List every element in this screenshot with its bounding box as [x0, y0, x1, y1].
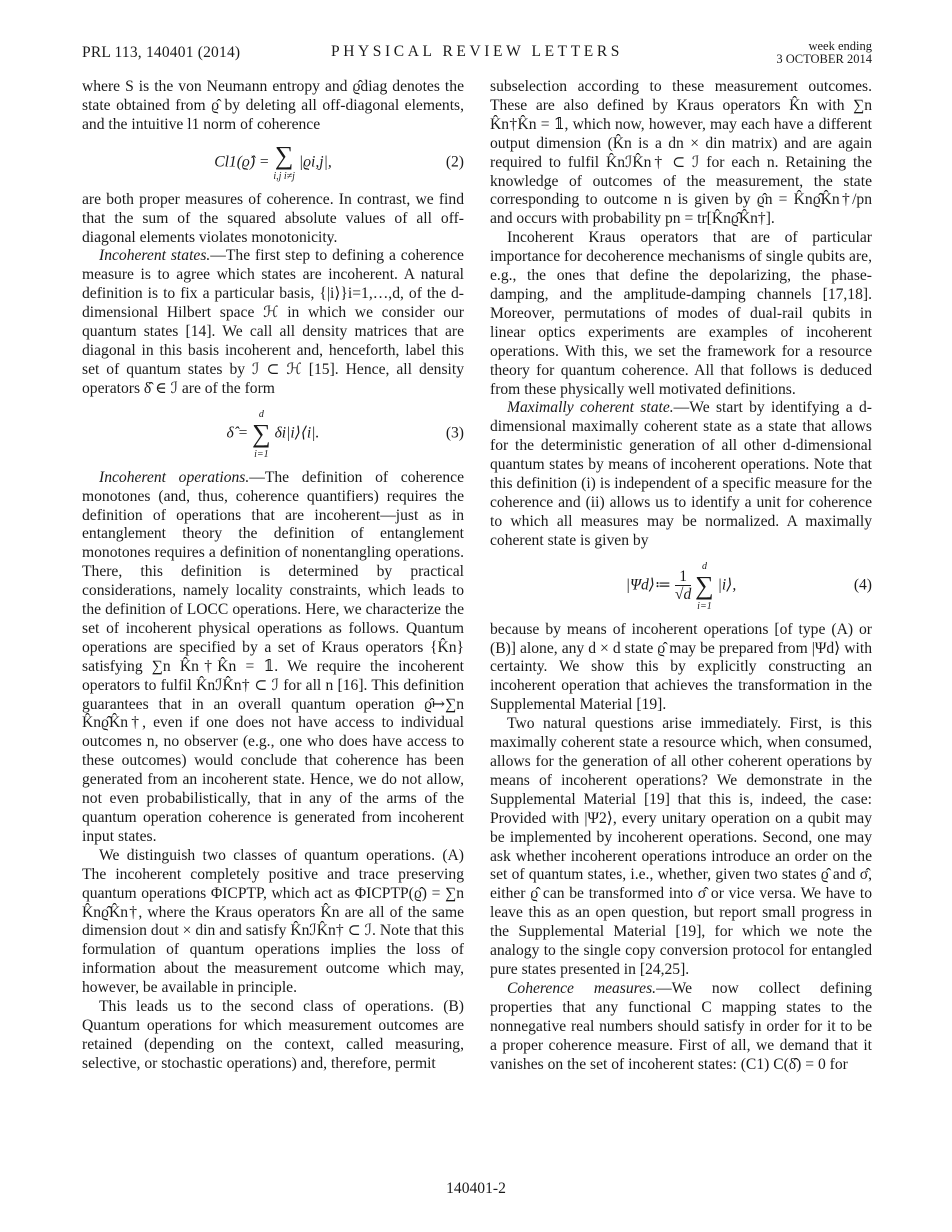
- section-title-maximally-coherent: Maximally coherent state.: [507, 399, 674, 417]
- eq4-superscript: d: [701, 560, 707, 572]
- equation-2: [82, 140, 464, 183]
- incoherent-states-body: —The first step to defining a coherence measure is to agree which states are incoherent. A natural definition is to fix a particular basis, {|i⟩}i=1,…,d, of the d-dimensional Hilbert space ℋ in which we consider our quantum states [14]. We call all density matrices that are diagonal in this basis incoherent and, henceforth, label this set of quantum states by ℐ ⊂ ℋ [15]. Hence, all density operators δ̂ ∈ ℐ are of the form: [82, 247, 464, 397]
- paragraph-entropy: where S is the von Neumann entropy and ϱ̂diag denotes the state obtained from ϱ̂ by deleting all off-diagonal elements, and the intuitive l1 norm of coherence: [82, 78, 464, 133]
- eq4-lhs: |Ψd⟩≔: [625, 576, 671, 594]
- eq4-number: (4): [853, 576, 872, 594]
- paragraph-incoherent-operations: [82, 469, 464, 847]
- page-header: [82, 40, 872, 64]
- paragraph-incoherent-states: [82, 247, 464, 398]
- page-number: 140401-2: [446, 1180, 506, 1197]
- left-column: [82, 78, 464, 1074]
- eq3-sum: d ∑ i=1: [252, 408, 271, 460]
- journal-reference: PRL 113, 140401 (2014): [82, 44, 241, 61]
- eq4-fraction: [675, 568, 691, 603]
- eq4-subscript: i=1: [697, 600, 712, 612]
- right-column: [490, 78, 872, 1074]
- eq3-lhs: δ̂ =: [226, 424, 249, 442]
- paragraph-kraus-operators: Incoherent Kraus operators that are of particular importance for decoherence mechanisms of single qubits are, e.g., the ones that define the depolarizing, the phase-damping, and the amplitude-damping channels [17,18]. Moreover, permutations of modes of dual-rail qubits in linear optics experiments are examples of incoherent operations. With this, we set the framework for a resource theory for quantum coherence. All that follows is deduced from these physically well motivated definitions.: [490, 229, 872, 398]
- eq3-rhs: δi|i⟩⟨i|.: [274, 424, 320, 442]
- coherence-measures-body: —We now collect defining properties that any functional C mapping states to the nonnegative real numbers should satisfy in order for it to be a proper coherence measure. First of all, we demand that it vanishes on the set of incoherent states: (C1) C(δ̂) = 0 for: [490, 979, 873, 1073]
- maximally-coherent-body: —We start by identifying a d-dimensional maximally coherent state as a state that allows for the deterministic generation of all other d-dimensional quantum states by means of incoherent operations. Note that this definition (i) is independent of a specific measure for the coherence and (ii) allows us to identify a unit for coherence to which all measures may be normalized. A maximally coherent state is given by: [490, 399, 872, 549]
- eq3-superscript: d: [258, 408, 264, 420]
- paragraph-maximally-coherent: [490, 399, 872, 550]
- paragraph-two-classes: We distinguish two classes of quantum operations. (A) The incoherent completely positive and trace preserving quantum operations ΦICPTP, which act as ΦICPTP(ϱ̂) = ∑n K̂nϱ̂K̂n†, where the Kraus operators K̂n are all of the same dimension dout × din and satisfy K̂nℐK̂n† ⊂ ℐ. Note that this formulation of quantum operations implies the loss of information about the measurement outcome which may, however, be available in principle.: [82, 846, 464, 997]
- paragraph-natural-questions: Two natural questions arise immediately. First, is this maximally coherent state a resource which, when consumed, allows for the generation of all other coherent operations by means of incoherent operations? We demonstrate in the Supplemental Material [19] that this is, indeed, the case: Provided with |Ψ2⟩, every unitary operation on a qubit may be implemented by incoherent operations. Second, one may ask whether incoherent operations introduce an order on the set of quantum states, i.e., whether, given two states ϱ̂ and σ̂, either ϱ̂ can be transformed into σ̂ or vice versa. We have to leave this as an open question, but report small progress in the Supplemental Material [19], for which we note the analogy to the single copy conversion protocol for entangled pure states presented in [24,25].: [490, 715, 872, 978]
- journal-name: PHYSICAL REVIEW LETTERS: [330, 43, 624, 60]
- eq4-denominator: √d: [674, 586, 692, 604]
- paragraph-monotonicity: are both proper measures of coherence. In contrast, we find that the sum of the squared absolute values of all off-diagonal elements violates monotonicity.: [82, 190, 464, 246]
- paragraph-second-class: This leads us to the second class of operations. (B) Quantum operations for which measurement outcomes are retained (depending on the context, called measuring, selective, or stochastic operations) and, therefore, permit: [82, 998, 464, 1072]
- eq3-number: (3): [445, 424, 464, 442]
- section-title-incoherent-operations: Incoherent operations.: [99, 468, 250, 486]
- eq2-lhs: Cl1(ϱ̂) =: [214, 153, 270, 171]
- paragraph-coherence-measures: [490, 980, 872, 1075]
- equation-4: [490, 559, 872, 613]
- eq4-numerator: 1: [675, 568, 691, 586]
- eq3-subscript: i=1: [254, 448, 269, 460]
- eq2-subscript: i,j i≠j: [273, 170, 295, 182]
- eq4-rhs: |i⟩,: [717, 576, 737, 594]
- eq2-sum: ∑ i,j i≠j: [273, 140, 295, 182]
- paragraph-preparation: because by means of incoherent operations [of type (A) or (B)] alone, any d × d state ϱ̂ may be prepared from |Ψd⟩ with certainty. We show this by explicitly constructing an incoherent operation that achieves the transformation in the Supplemental Material [19].: [490, 620, 872, 714]
- week-ending-date: 3 OCTOBER 2014: [776, 52, 872, 66]
- equation-3: [82, 407, 464, 461]
- eq2-number: (2): [445, 153, 464, 171]
- section-title-incoherent-states: Incoherent states.: [99, 247, 211, 265]
- week-ending: [776, 40, 872, 66]
- eq4-sum: d ∑ i=1: [695, 560, 714, 612]
- section-title-coherence-measures: Coherence measures.: [507, 979, 657, 997]
- week-ending-label: week ending: [808, 39, 872, 53]
- eq2-rhs: |ϱi,j|,: [298, 153, 332, 171]
- incoherent-operations-body: —The definition of coherence monotones (and, thus, coherence quantifiers) requires the definition of operations that are incoherent—just as in entanglement theory the definition of entanglement monotones requires a definition of nonentangling operations. There, this definition is determined by practical considerations, namely locality constraints, which leads to the definition of LOCC operations. Here, we characterize the set of incoherent physical operations as follows. Quantum operations are specified by a set of Kraus operators {K̂n} satisfying ∑n K̂n†K̂n = 𝟙. We require the incoherent operators to fulfil K̂nℐK̂n† ⊂ ℐ for all n [16]. This definition guarantees that in an overall quantum operation ϱ̂↦∑n K̂nϱ̂K̂n†, even if one does not have access to individual outcomes n, no observer (e.g., one who does have access to these outcomes) would conclude that coherence has been generated from an incoherent state. Hence, we do not allow, not even probabilistically, that in any of the arms of the quantum operation coherence is generated from incoherent input states.: [82, 468, 464, 845]
- paragraph-subselection: subselection according to these measurement outcomes. These are also defined by Kraus operators K̂n with ∑n K̂n†K̂n = 𝟙, which now, however, may each have a different output dimension (K̂n is a dn × din matrix) and are again required to fulfil K̂nℐK̂n† ⊂ ℐ for each n. Retaining the knowledge of outcomes of the measurement, the state corresponding to outcome n is given by ϱ̂n = K̂nϱ̂K̂n†/pn and occurs with probability pn = tr[K̂nϱ̂K̂n†].: [490, 78, 872, 228]
